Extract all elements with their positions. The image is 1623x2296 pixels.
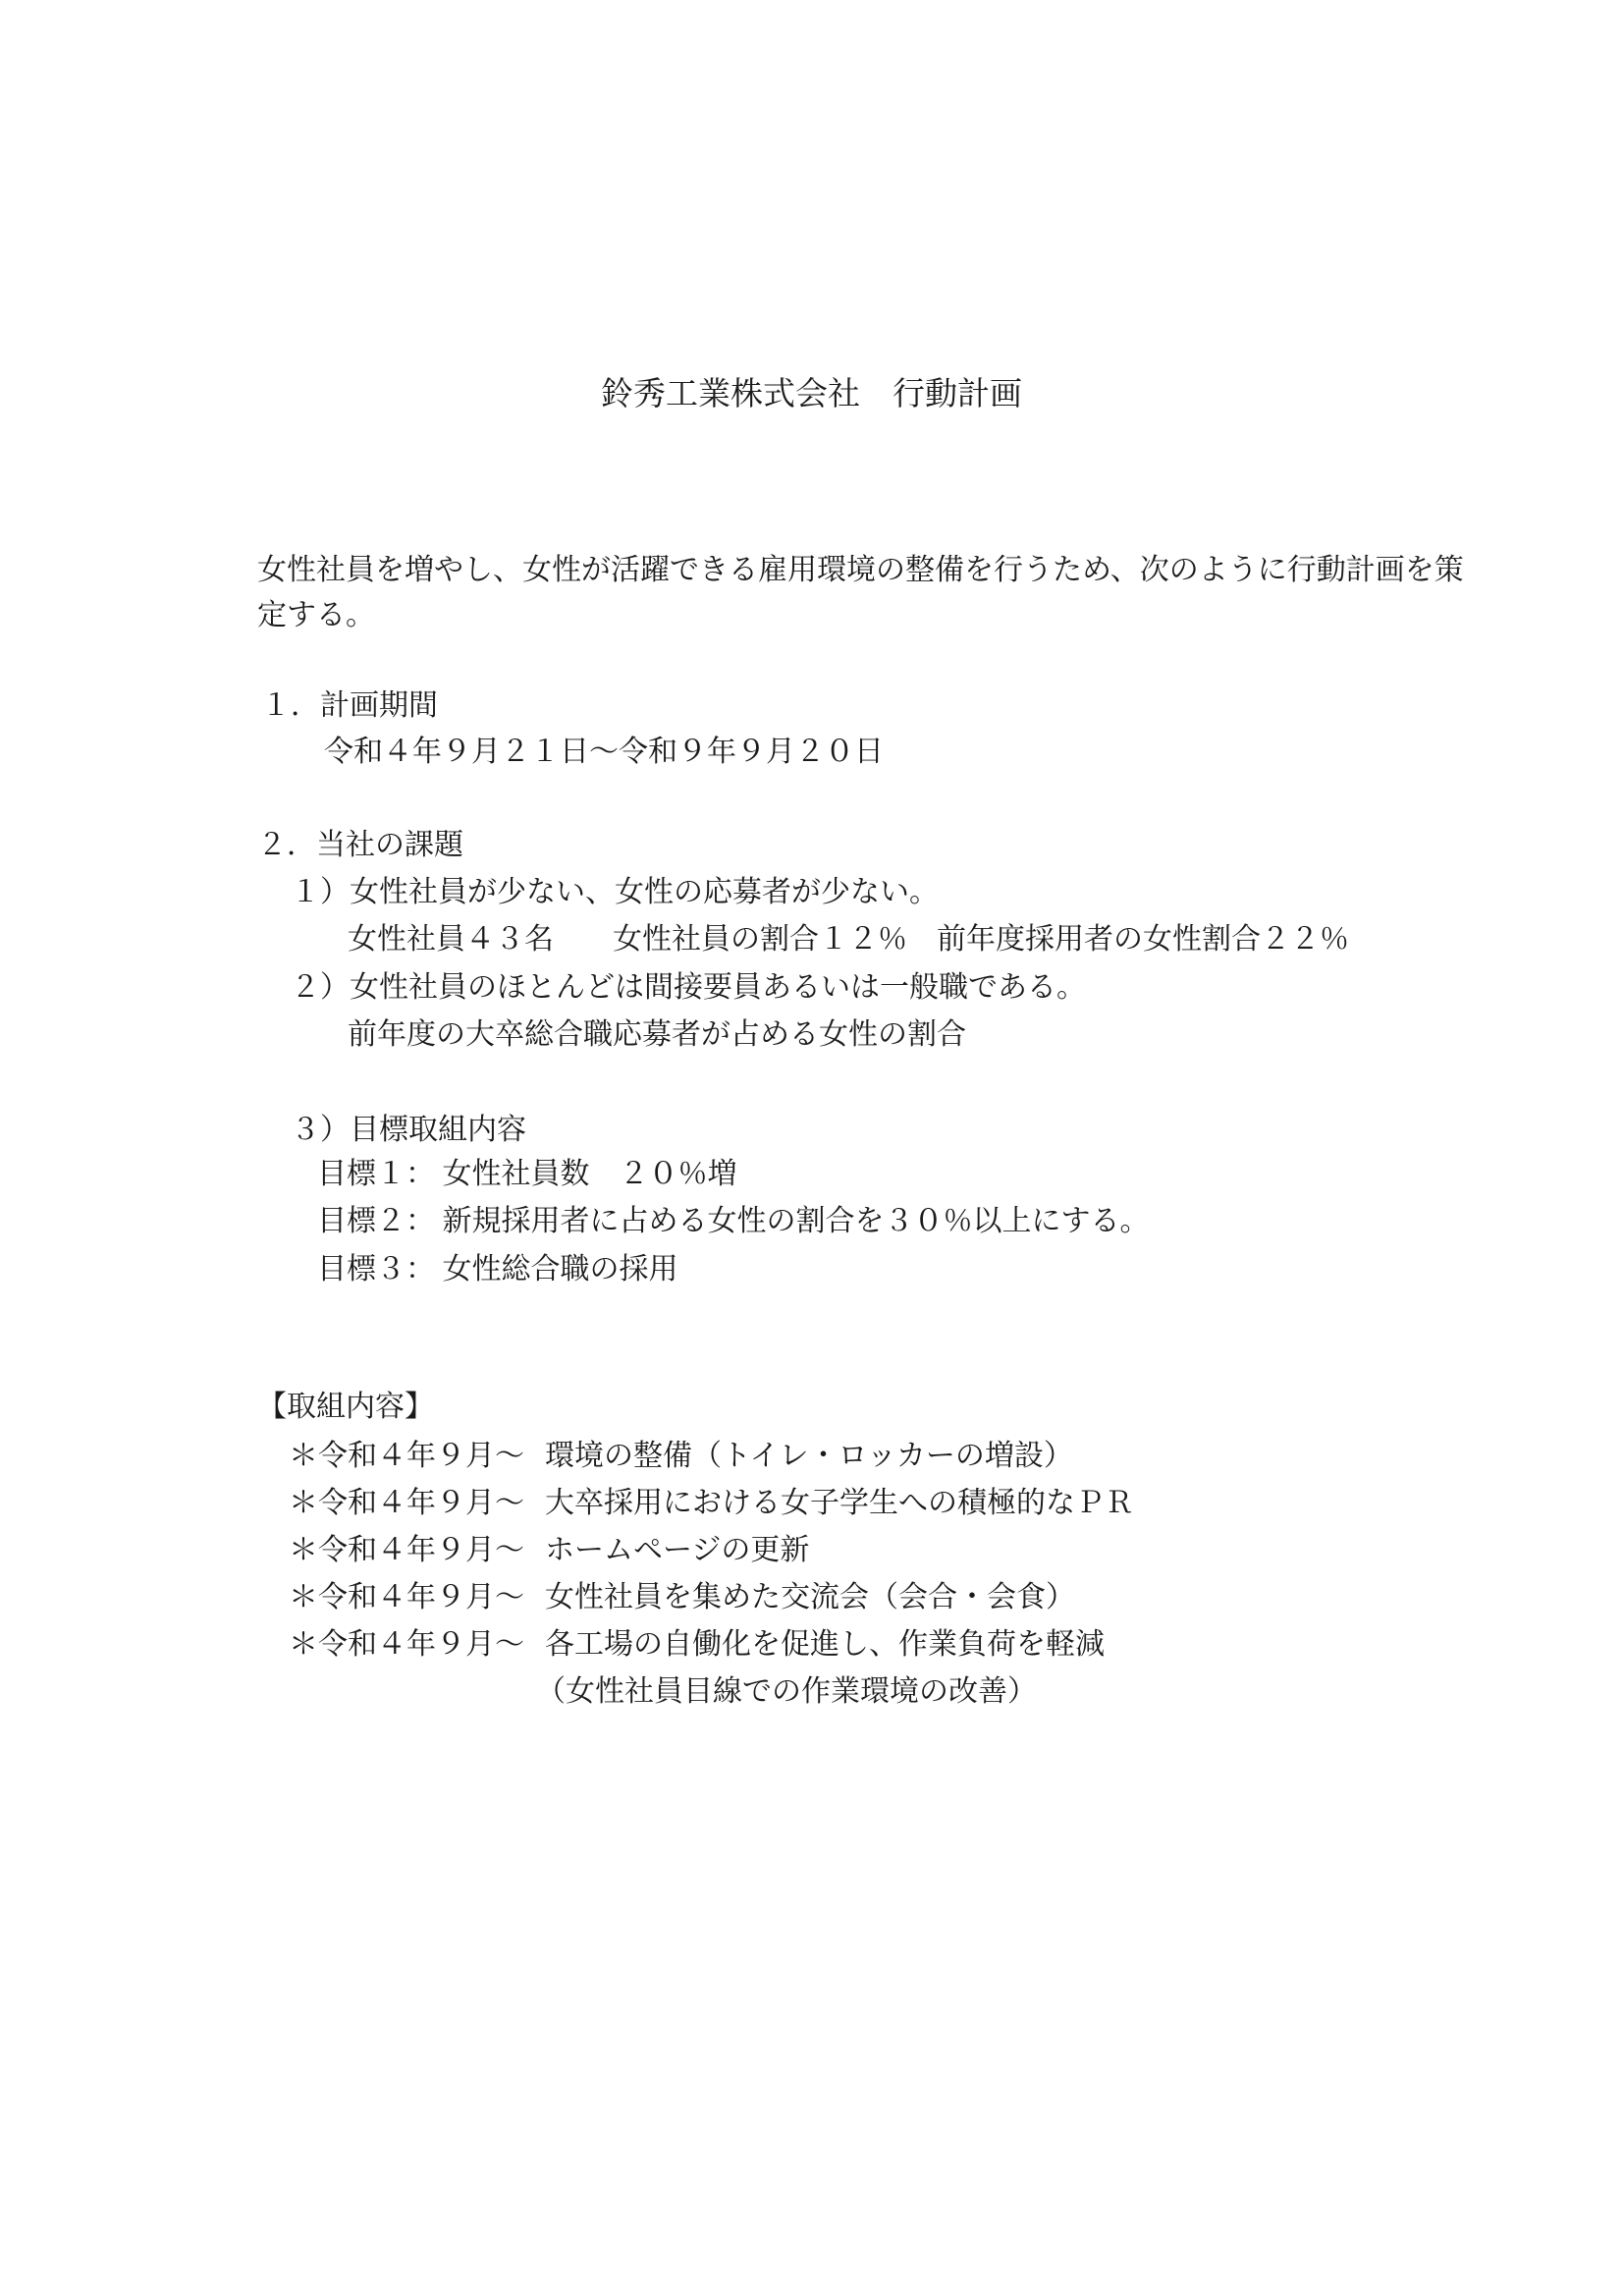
- initiative-text: 大卒採用における女子学生への積極的なＰＲ: [545, 1487, 1134, 1519]
- initiative-text: 各工場の自働化を促進し、作業負荷を軽減: [545, 1628, 1105, 1661]
- initiative-date: ＊令和４年９月～: [289, 1628, 524, 1661]
- initiative-date: ＊令和４年９月～: [289, 1487, 524, 1519]
- goal-3: 目標３： 女性総合職の採用: [317, 1253, 678, 1285]
- section1-heading: １．計画期間: [261, 689, 438, 722]
- section2-issue1-detail: 女性社員４３名 女性社員の割合１２％ 前年度採用者の女性割合２２％: [348, 923, 1349, 956]
- initiative-text: ホームページの更新: [545, 1534, 810, 1566]
- section2-issue2-detail: 前年度の大卒総合職応募者が占める女性の割合: [348, 1018, 966, 1051]
- initiatives-heading: 【取組内容】: [257, 1391, 434, 1423]
- initiative-row: [289, 1536, 809, 1565]
- section2-issue2: ２）女性社員のほとんどは間接要員あるいは一般職である。: [291, 971, 1086, 1004]
- goal-1: 目標１： 女性社員数 ２０％増: [317, 1158, 737, 1190]
- initiative-row: [289, 1442, 1073, 1471]
- initiative-row: [289, 1583, 1075, 1613]
- section2-issue1: １）女性社員が少ない、女性の応募者が少ない。: [291, 876, 939, 908]
- initiative-date: ＊令和４年９月～: [289, 1440, 524, 1472]
- initiative-note: （女性社員目線での作業環境の改善）: [536, 1675, 1037, 1708]
- initiative-date: ＊令和４年９月～: [289, 1581, 524, 1613]
- initiative-text: 環境の整備（トイレ・ロッカーの増設）: [545, 1440, 1073, 1472]
- section1-period: 令和４年９月２１日～令和９年９月２０日: [324, 736, 884, 768]
- section2-heading: ２．当社の課題: [257, 829, 463, 861]
- intro-paragraph: 女性社員を増やし、女性が活躍できる雇用環境の整備を行うため、次のように行動計画を策定する。: [257, 554, 1464, 631]
- initiative-text: 女性社員を集めた交流会（会合・会食）: [545, 1581, 1075, 1613]
- document-title: 鈴秀工業株式会社 行動計画: [601, 377, 1022, 412]
- section2-issue3: ３）目標取組内容: [291, 1114, 526, 1146]
- initiative-row: [289, 1489, 1134, 1518]
- initiative-date: ＊令和４年９月～: [289, 1534, 524, 1566]
- initiative-row: [289, 1630, 1105, 1660]
- goal-2: 目標２： 新規採用者に占める女性の割合を３０％以上にする。: [317, 1205, 1150, 1237]
